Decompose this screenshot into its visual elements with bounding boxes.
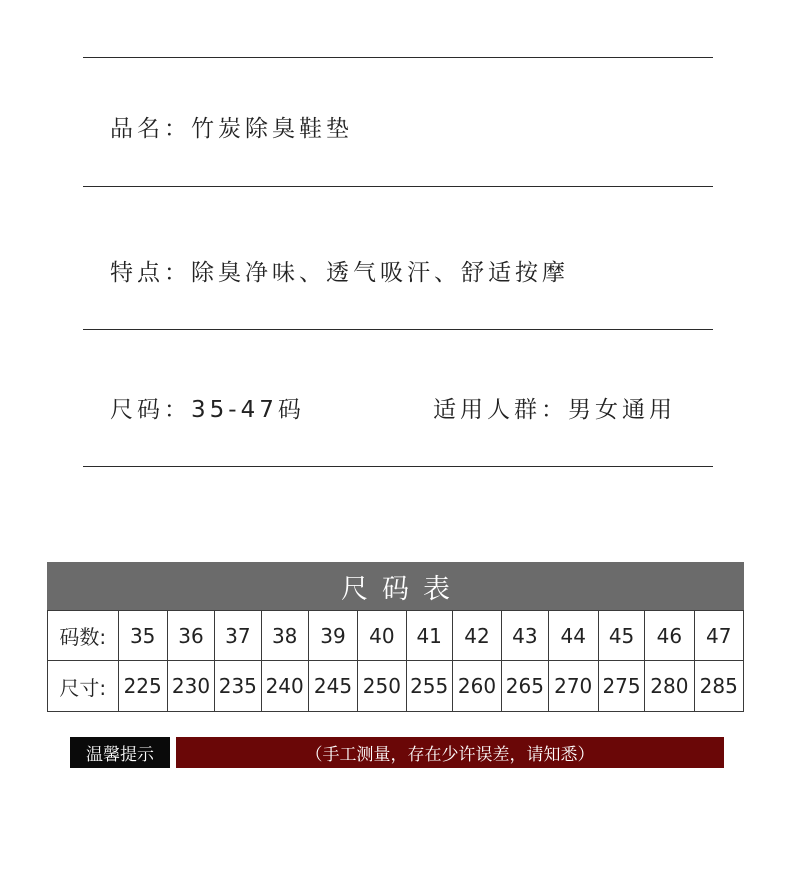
length-cell: 280 [645,661,694,712]
tip-label: 温馨提示 [70,737,170,768]
divider-2 [83,186,713,187]
suitable-for: 适用人群：男女通用 [433,397,676,423]
code-cell: 45 [598,611,644,661]
length-cell: 255 [406,661,452,712]
row-label-codes: 码数: [48,611,119,661]
code-cell: 46 [645,611,694,661]
length-cell: 275 [598,661,644,712]
code-cell: 36 [167,611,214,661]
table-row-lengths [48,661,744,712]
size-chart-table [47,610,744,712]
tip-text: （手工测量，存在少许误差，请知悉） [176,737,724,768]
length-cell: 270 [548,661,598,712]
code-cell: 35 [118,611,167,661]
divider-top [83,57,713,58]
product-features: 特点：除臭净味、透气吸汗、舒适按摩 [110,260,569,286]
code-cell: 43 [502,611,548,661]
code-cell: 47 [694,611,743,661]
table-row-codes [48,611,744,661]
code-cell: 38 [261,611,308,661]
divider-3 [83,329,713,330]
length-cell: 230 [167,661,214,712]
length-cell: 250 [358,661,406,712]
length-cell: 245 [308,661,357,712]
length-cell: 235 [215,661,261,712]
size-chart-title: 尺码表 [47,562,744,610]
code-cell: 39 [308,611,357,661]
divider-bottom [83,466,713,467]
length-cell: 225 [118,661,167,712]
row-label-lengths: 尺寸: [48,661,119,712]
size-range: 尺码：35-47码 [110,397,305,423]
code-cell: 40 [358,611,406,661]
length-cell: 240 [261,661,308,712]
length-cell: 285 [694,661,743,712]
product-name: 品名：竹炭除臭鞋垫 [110,116,353,142]
code-cell: 41 [406,611,452,661]
length-cell: 265 [502,661,548,712]
code-cell: 37 [215,611,261,661]
code-cell: 44 [548,611,598,661]
length-cell: 260 [452,661,501,712]
code-cell: 42 [452,611,501,661]
